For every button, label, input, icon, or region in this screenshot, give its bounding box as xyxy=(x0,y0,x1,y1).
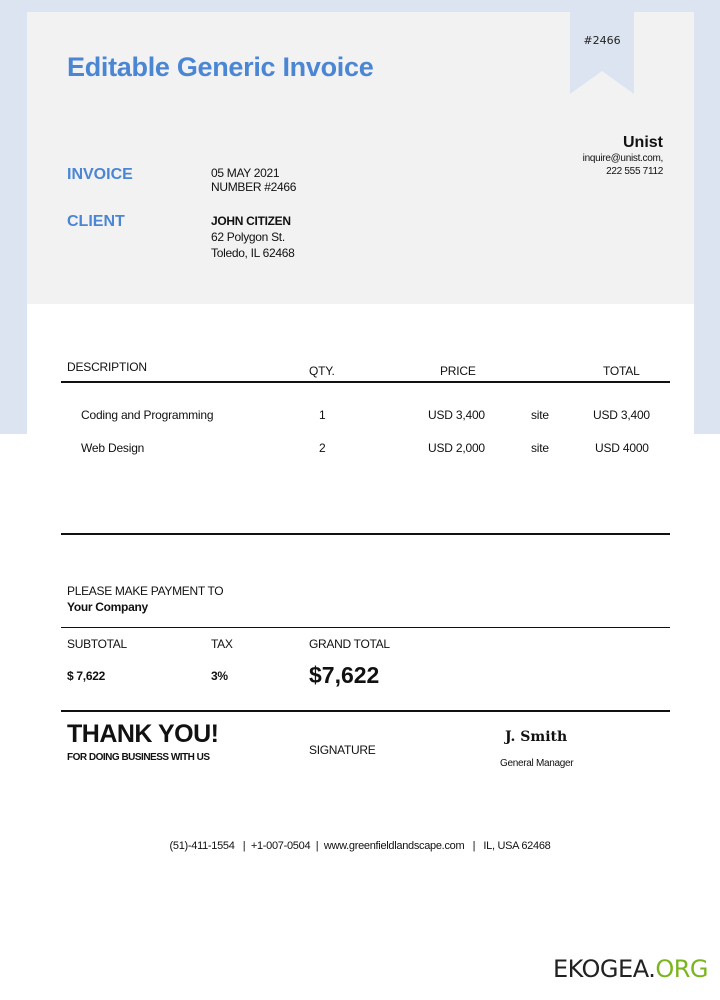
table-bottom-divider xyxy=(61,533,670,535)
signer-name: J. Smith xyxy=(505,729,568,745)
watermark-main: EKOGEA. xyxy=(552,955,656,983)
client-address-line2: Toledo, IL 62468 xyxy=(211,246,295,260)
invoice-date: 05 MAY 2021 xyxy=(211,166,280,180)
thank-you-heading: THANK YOU! xyxy=(67,720,219,748)
page-title: Editable Generic Invoice xyxy=(67,52,374,82)
row-qty: 2 xyxy=(319,441,326,455)
row-unit: site xyxy=(531,408,549,422)
invoice-number-tag: #2466 xyxy=(583,34,621,47)
row-unit: site xyxy=(531,441,549,455)
row-price: USD 2,000 xyxy=(428,441,485,455)
client-name: JOHN CITIZEN xyxy=(211,214,291,228)
row-description: Web Design xyxy=(81,441,145,455)
company-phone: 222 555 7112 xyxy=(606,166,663,177)
row-price: USD 3,400 xyxy=(428,408,485,422)
thank-you-subtext: FOR DOING BUSINESS WITH US xyxy=(67,752,210,763)
payment-divider xyxy=(61,627,670,628)
tax-label: TAX xyxy=(211,637,233,651)
column-header-description: DESCRIPTION xyxy=(67,360,147,374)
signature-label: SIGNATURE xyxy=(309,743,376,757)
subtotal-label: SUBTOTAL xyxy=(67,637,127,651)
company-name: Unist xyxy=(623,134,663,151)
payment-label: PLEASE MAKE PAYMENT TO xyxy=(67,584,224,598)
footer-contact: (51)-411-1554 | +1-007-0504 | www.greenfieldlandscape.com | IL, USA 62468 xyxy=(169,840,551,852)
column-header-qty: QTY. xyxy=(309,364,335,378)
table-header-divider xyxy=(61,381,670,383)
subtotal-value: $ 7,622 xyxy=(67,669,105,683)
payment-payee: Your Company xyxy=(67,600,148,614)
company-email: inquire@unist.com, xyxy=(582,153,663,164)
grand-total-label: GRAND TOTAL xyxy=(309,637,390,651)
column-header-total: TOTAL xyxy=(603,364,640,378)
invoice-label: INVOICE xyxy=(67,166,133,183)
totals-divider xyxy=(61,710,670,712)
row-total: USD 3,400 xyxy=(593,408,650,422)
tax-value: 3% xyxy=(211,669,228,683)
column-header-price: PRICE xyxy=(440,364,476,378)
site-watermark-logo xyxy=(553,955,708,983)
row-qty: 1 xyxy=(319,408,326,422)
client-address-line1: 62 Polygon St. xyxy=(211,230,285,244)
client-label: CLIENT xyxy=(67,213,125,230)
row-total: USD 4000 xyxy=(595,441,649,455)
invoice-number: NUMBER #2466 xyxy=(211,180,297,194)
company-info xyxy=(583,134,663,178)
client-info xyxy=(211,213,295,261)
signer-title: General Manager xyxy=(500,758,574,769)
watermark-accent: ORG xyxy=(655,955,708,983)
invoice-meta xyxy=(211,166,296,194)
grand-total-value: $7,622 xyxy=(309,662,380,688)
row-description: Coding and Programming xyxy=(81,408,214,422)
